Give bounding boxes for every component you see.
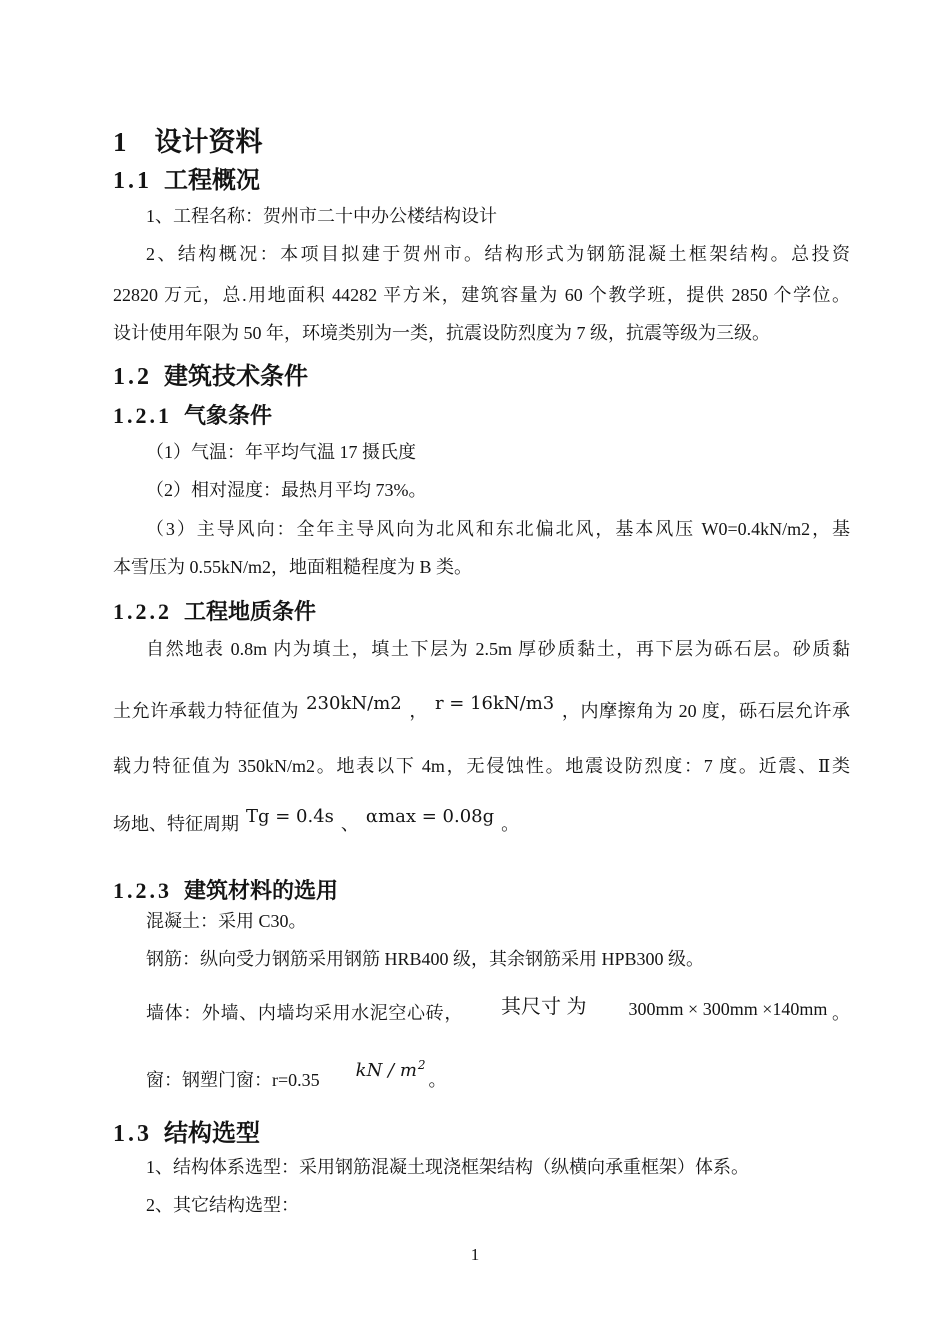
formula-soil-unit-weight: r = 16kN/m3 (434, 693, 555, 714)
materials-wall-line (113, 996, 851, 1026)
section-1-2-3-number: 1.2.3 (113, 878, 172, 903)
structure-overview-line-2: 22820 万元，总.用地面积 44282 平方米，建筑容量为 60 个教学班，提供 2850 个学位。 (113, 285, 850, 305)
window-load-unit-base: kN / m (355, 1060, 417, 1081)
formula-characteristic-period: Tg = 0.4s (246, 806, 334, 827)
section-1-2-3-title: 建筑材料的选用 (184, 878, 339, 903)
materials-rebar-line: 钢筋：纵向受力钢筋采用钢筋 HRB400 级，其余钢筋采用 HPB300 级。 (146, 949, 705, 969)
geology-line-3: 载力特征值为 350kN/m2。地表以下 4m，无侵蚀性。地震设防烈度：7 度。近震、Ⅱ类 (113, 756, 850, 776)
geology-line-2-text-2: ，内摩擦角为 20 度，砾石层允许承 (561, 701, 851, 721)
window-load-unit-exponent: 2 (417, 1058, 426, 1072)
page-number: 1 (470, 1245, 480, 1264)
section-1-3-number: 1.3 (113, 1121, 152, 1147)
section-1-1-heading (113, 166, 850, 196)
formula-soil-bearing-capacity: 230kN/m2 (306, 693, 402, 714)
chapter-title: 设计资料 (154, 127, 263, 157)
geology-line-4-period: 。 (501, 814, 520, 834)
section-1-1-title: 工程概况 (164, 168, 260, 194)
section-1-2-title: 建筑技术条件 (164, 364, 308, 390)
weather-wind-line-2: 本雪压为 0.55kN/m2，地面粗糙程度为 B 类。 (113, 557, 473, 577)
section-1-2-number: 1.2 (113, 364, 152, 390)
structure-system-line: 1、结构体系选型：采用钢筋混凝土现浇框架结构（纵横向承重框架）体系。 (146, 1157, 749, 1177)
geology-line-4-text: 场地、特征周期 (113, 814, 239, 834)
section-1-2-1-heading (113, 402, 850, 430)
geology-line-2-comma: ， (408, 701, 428, 721)
formula-alpha-max: αmax = 0.08g (365, 806, 495, 827)
materials-wall-period: 。 (831, 1003, 851, 1023)
section-1-3-heading (113, 1119, 850, 1149)
chapter-heading (113, 126, 850, 160)
wall-dimensions: 300mm × 300mm ×140mm (628, 999, 828, 1019)
project-name-line: 1、工程名称：贺州市二十中办公楼结构设计 (146, 206, 497, 226)
other-structure-line: 2、其它结构选型： (146, 1195, 299, 1215)
document-content (113, 0, 850, 1344)
section-1-2-2-number: 1.2.2 (113, 599, 172, 624)
weather-humidity-line: （2）相对湿度：最热月平均 73%。 (146, 480, 427, 500)
structure-overview-line-3: 设计使用年限为 50 年，环境类别为一类，抗震设防烈度为 7 级，抗震等级为三级。 (113, 323, 770, 343)
wall-dimension-label: 其尺寸 为 (500, 996, 587, 1018)
section-1-3-title: 结构选型 (164, 1121, 260, 1147)
weather-wind-line-1: （3）主导风向：全年主导风向为北风和东北偏北风，基本风压 W0=0.4kN/m2，基 (146, 519, 850, 539)
section-1-2-3-heading (113, 877, 850, 905)
materials-concrete-line: 混凝土：采用 C30。 (146, 911, 307, 931)
geology-line-4 (113, 806, 850, 837)
materials-window-text: 窗：钢塑门窗：r=0.35 (146, 1070, 320, 1090)
geology-line-1: 自然地表 0.8m 内为填土，填土下层为 2.5m 厚砂质黏土，再下层为砾石层。砂质黏 (146, 639, 850, 659)
materials-window-line (113, 1058, 850, 1093)
materials-wall-text: 墙体：外墙、内墙均采用水泥空心砖， (146, 1003, 463, 1023)
geology-line-4-separator: 、 (340, 814, 359, 834)
structure-overview-line-1: 2、结构概况：本项目拟建于贺州市。结构形式为钢筋混凝土框架结构。总投资 (146, 244, 850, 264)
section-1-2-2-title: 工程地质条件 (184, 599, 317, 624)
section-1-2-1-number: 1.2.1 (113, 403, 172, 428)
section-1-2-2-heading (113, 598, 850, 626)
geology-line-2-text-1: 土允许承载力特征值为 (113, 701, 300, 721)
geology-line-2 (113, 693, 851, 724)
materials-window-period: 。 (428, 1070, 447, 1090)
chapter-number: 1 (113, 127, 129, 157)
section-1-2-1-title: 气象条件 (184, 403, 273, 428)
section-1-2-heading (113, 362, 850, 392)
window-load-unit (323, 1060, 426, 1083)
section-1-1-number: 1.1 (113, 168, 152, 194)
weather-temperature-line: （1）气温：年平均气温 17 摄氏度 (146, 442, 416, 462)
